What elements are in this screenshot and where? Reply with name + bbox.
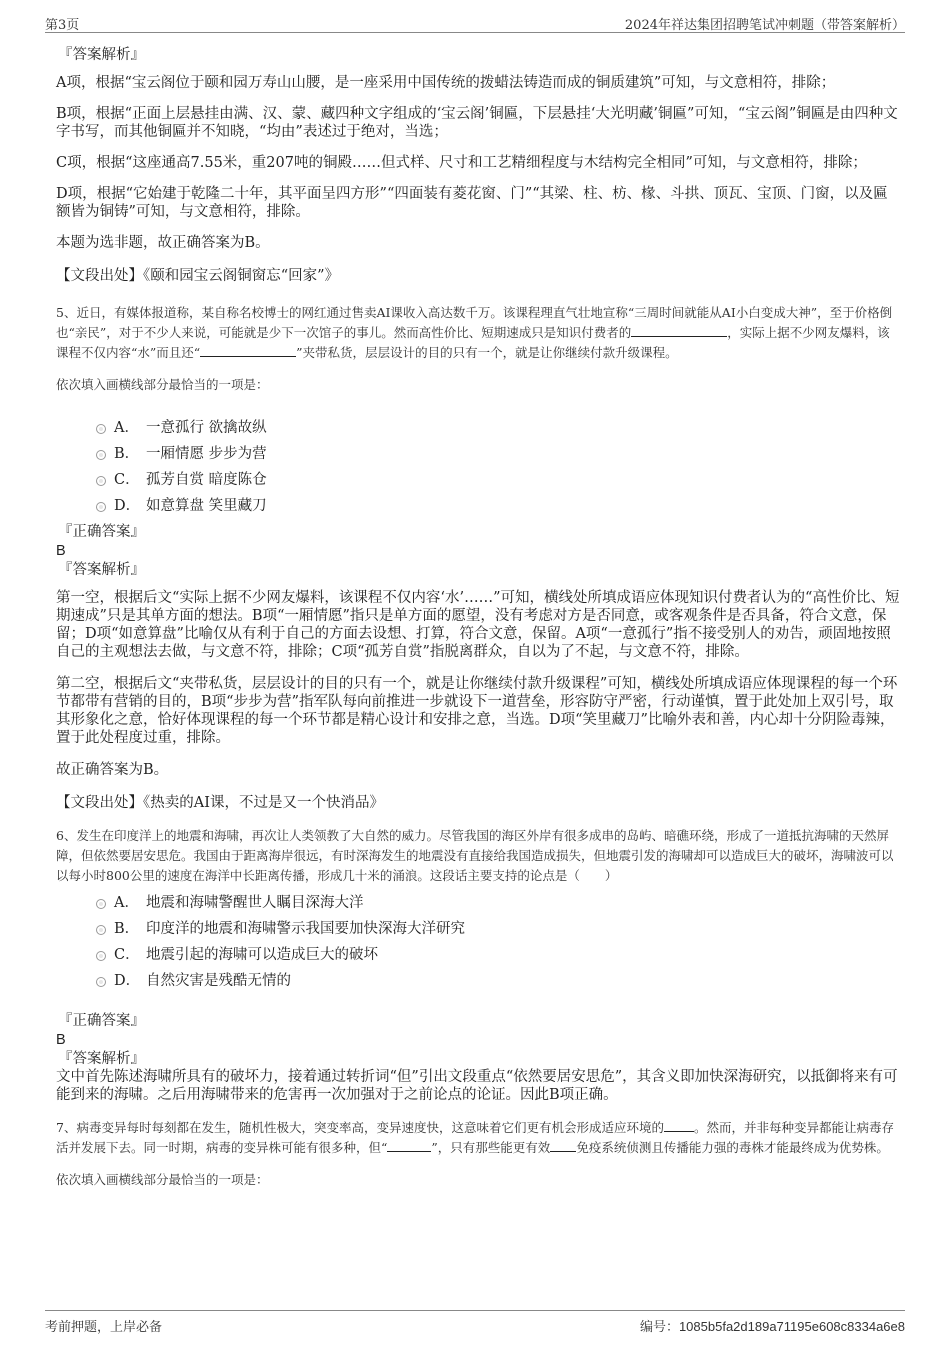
correct-answer-label: 『正确答案』 <box>58 1013 145 1029</box>
q5-stem-part3: ”夹带私货，层层设计的目的只有一个，就是让你继续付款升级课程。 <box>296 345 678 360</box>
option-letter: C． <box>114 472 140 488</box>
q7-blank-1 <box>664 1119 694 1132</box>
footer-slogan: 考前押题，上岸必备 <box>45 1320 163 1335</box>
q7-stem-part3: ”，只有那些能更有效 <box>431 1140 551 1155</box>
radio-icon[interactable] <box>96 977 106 987</box>
q5-instruction: 依次填入画横线部分最恰当的一项是： <box>56 377 269 392</box>
document-body <box>56 46 900 1190</box>
q7-stem <box>56 1118 900 1158</box>
radio-icon[interactable] <box>96 450 106 460</box>
option-letter: C． <box>114 947 140 963</box>
q7-instruction: 依次填入画横线部分最恰当的一项是： <box>56 1172 269 1187</box>
correct-answer-label: 『正确答案』 <box>58 524 145 540</box>
radio-icon[interactable] <box>96 951 106 961</box>
document-id-label: 编号： <box>639 1320 679 1335</box>
q6-option-c[interactable] <box>56 942 900 968</box>
option-text: 一厢情愿 步步为营 <box>146 446 267 462</box>
page-footer <box>45 1310 905 1339</box>
document-title: 2024年祥达集团招聘笔试冲刺题（带答案解析） <box>624 18 905 33</box>
document-id-code: 1085b5fa2d189a71195e608c8334a6e8 <box>678 1319 905 1334</box>
q5-option-c[interactable] <box>56 467 900 493</box>
option-letter: B． <box>114 921 140 937</box>
q4-analysis-b: B项，根据“正面上层悬挂由满、汉、蒙、藏四种文字组成的‘宝云阁’铜匾，下层悬挂‘大光明藏’铜匾”可知，“宝云阁”铜匾是由四种文字书写，而其他铜匾并不知晓，“均由”表述过于绝对，当选； <box>56 106 898 140</box>
q5-blank-2 <box>200 344 296 357</box>
option-text: 地震引起的海啸可以造成巨大的破坏 <box>146 947 378 963</box>
q4-source-title: 《颐和园宝云阁铜窗忘“回家”》 <box>143 268 340 284</box>
q5-option-d[interactable] <box>56 493 900 519</box>
radio-icon[interactable] <box>96 502 106 512</box>
analysis-label: 『答案解析』 <box>58 47 145 63</box>
document-id <box>640 1316 905 1335</box>
analysis-label: 『答案解析』 <box>58 1051 145 1067</box>
q5-answer: B <box>56 543 66 559</box>
option-letter: D． <box>114 973 141 989</box>
source-label: 【文段出处】 <box>56 795 143 811</box>
option-letter: B． <box>114 446 140 462</box>
option-text: 如意算盘 笑里藏刀 <box>146 498 267 514</box>
q5-blank-1 <box>631 324 727 337</box>
q5-analysis-1: 第一空，根据后文“实际上据不少网友爆料，该课程不仅内容‘水’……”可知，横线处所填成语应体现知识付费者认为的“高性价比、短期速成”只是其单方面的想法。B项“一厢情愿”指只是单方面的愿望，没有考虑对方是否同意，或客观条件是否具备，符合文意，保留；D项“如意算盘”比喻仅从有利于自己的方面去设想、打算，符合文意，保留。A项“一意孤行”指不接受别人的劝告，顽固地按照自己的主观想法去做，与文意不符，排除；C项“孤芳自赏”指脱离群众，自以为了不起，与文意不符，排除。 <box>56 590 900 660</box>
q5-analysis-2: 第二空，根据后文“夹带私货，层层设计的目的只有一个，就是让你继续付款升级课程”可知，横线处所填成语应体现课程的每一个环节都带有营销的目的，B项“步步为营”指军队每向前推进一步就设下一道营垒，形容防守严密，行动谨慎，置于此处加上双引号，取其形象化之意，恰好体现课程的每一个环节都是精心设计和安排之意，当选。D项“笑里藏刀”比喻外表和善，内心却十分阴险毒辣，置于此处程度过重，排除。 <box>56 676 898 746</box>
q6-option-a[interactable] <box>56 890 900 916</box>
q7-stem-part2: 。然而，并非每种变异都能让病毒存活并发展下去。同一时期，病毒的变异株可能有很多种，但“ <box>56 1120 894 1155</box>
option-text: 孤芳自赏 暗度陈仓 <box>146 472 267 488</box>
q7-stem-part1: 7、病毒变异每时每刻都在发生，随机性极大，突变率高，变异速度快，这意味着它们更有机会形成适应环境的 <box>56 1120 664 1135</box>
option-letter: A． <box>114 895 139 911</box>
source-label: 【文段出处】 <box>56 268 143 284</box>
q6-option-d[interactable] <box>56 968 900 994</box>
q4-source <box>56 267 900 285</box>
q5-stem-part1: 5、近日，有媒体报道称，某自称名校博士的网红通过售卖AI课收入高达数千万。该课程理直气壮地宣称“三周时间就能从AI小白变成大神”，至于价格倒也“亲民”，对于不少人来说，可能就是少下一次馆子的事儿。然而高性价比、短期速成只是知识付费者的 <box>56 305 893 340</box>
analysis-label: 『答案解析』 <box>58 562 145 578</box>
option-text: 印度洋的地震和海啸警示我国要加快深海大洋研究 <box>146 921 465 937</box>
page-header <box>45 12 905 33</box>
radio-icon[interactable] <box>96 424 106 434</box>
option-text: 一意孤行 欲擒故纵 <box>146 420 267 436</box>
q4-conclusion: 本题为选非题，故正确答案为B。 <box>56 235 270 251</box>
q7-stem-part4: 免疫系统侦测且传播能力强的毒株才能最终成为优势株。 <box>576 1140 889 1155</box>
q5-option-b[interactable] <box>56 441 900 467</box>
q5-source <box>56 794 900 812</box>
q6-analysis: 文中首先陈述海啸所具有的破坏力，接着通过转折词“但”引出文段重点“依然要居安思危”，其含义即加快深海研究，以抵御将来有可能到来的海啸。之后用海啸带来的危害再一次加强对于之前论点的论证。因此B项正确。 <box>56 1069 898 1103</box>
q5-stem-part2: ，实际上据不少网友爆料，该课程不仅内容“水”而且还“ <box>56 325 890 360</box>
q4-analysis-d: D项，根据“它始建于乾隆二十年，其平面呈四方形”“四面装有菱花窗、门”“其梁、柱、枋、椽、斗拱、顶瓦、宝顶、门窗，以及匾额皆为铜铸”可知，与文意相符，排除。 <box>56 186 888 220</box>
q5-option-a[interactable] <box>56 415 900 441</box>
q6-stem: 6、发生在印度洋上的地震和海啸，再次让人类领教了大自然的威力。尽管我国的海区外岸有很多成串的岛屿、暗礁环绕，形成了一道抵抗海啸的天然屏障，但依然要居安思危。我国由于距离海岸很远，有时深海发生的地震没有直接给我国造成损失，但地震引发的海啸却可以造成巨大的破坏，海啸波可以以每小时800公里的速度在海洋中长距离传播，形成几十米的涌浪。这段话主要支持的论点是（ ） <box>56 828 894 883</box>
q4-analysis-a: A项，根据“宝云阁位于颐和园万寿山山腰，是一座采用中国传统的拨蜡法铸造而成的铜质建筑”可知，与文意相符，排除； <box>56 75 836 91</box>
q5-stem <box>56 303 900 363</box>
page-number: 第3页 <box>45 18 80 33</box>
option-letter: A． <box>114 420 139 436</box>
radio-icon[interactable] <box>96 899 106 909</box>
radio-icon[interactable] <box>96 925 106 935</box>
radio-icon[interactable] <box>96 476 106 486</box>
option-text: 地震和海啸警醒世人瞩目深海大洋 <box>146 895 364 911</box>
option-letter: D． <box>114 498 141 514</box>
q6-answer: B <box>56 1032 66 1048</box>
q5-source-title: 《热卖的AI课，不过是又一个快消品》 <box>143 795 384 811</box>
q5-conclusion: 故正确答案为B。 <box>56 762 169 778</box>
q6-option-b[interactable] <box>56 916 900 942</box>
option-text: 自然灾害是残酷无情的 <box>146 973 291 989</box>
q4-analysis-c: C项，根据“这座通高7.55米，重207吨的铜殿……但式样、尺寸和工艺精细程度与木结构完全相同”可知，与文意相符，排除； <box>56 155 867 171</box>
q7-blank-3 <box>550 1139 576 1152</box>
q7-blank-2 <box>387 1139 431 1152</box>
